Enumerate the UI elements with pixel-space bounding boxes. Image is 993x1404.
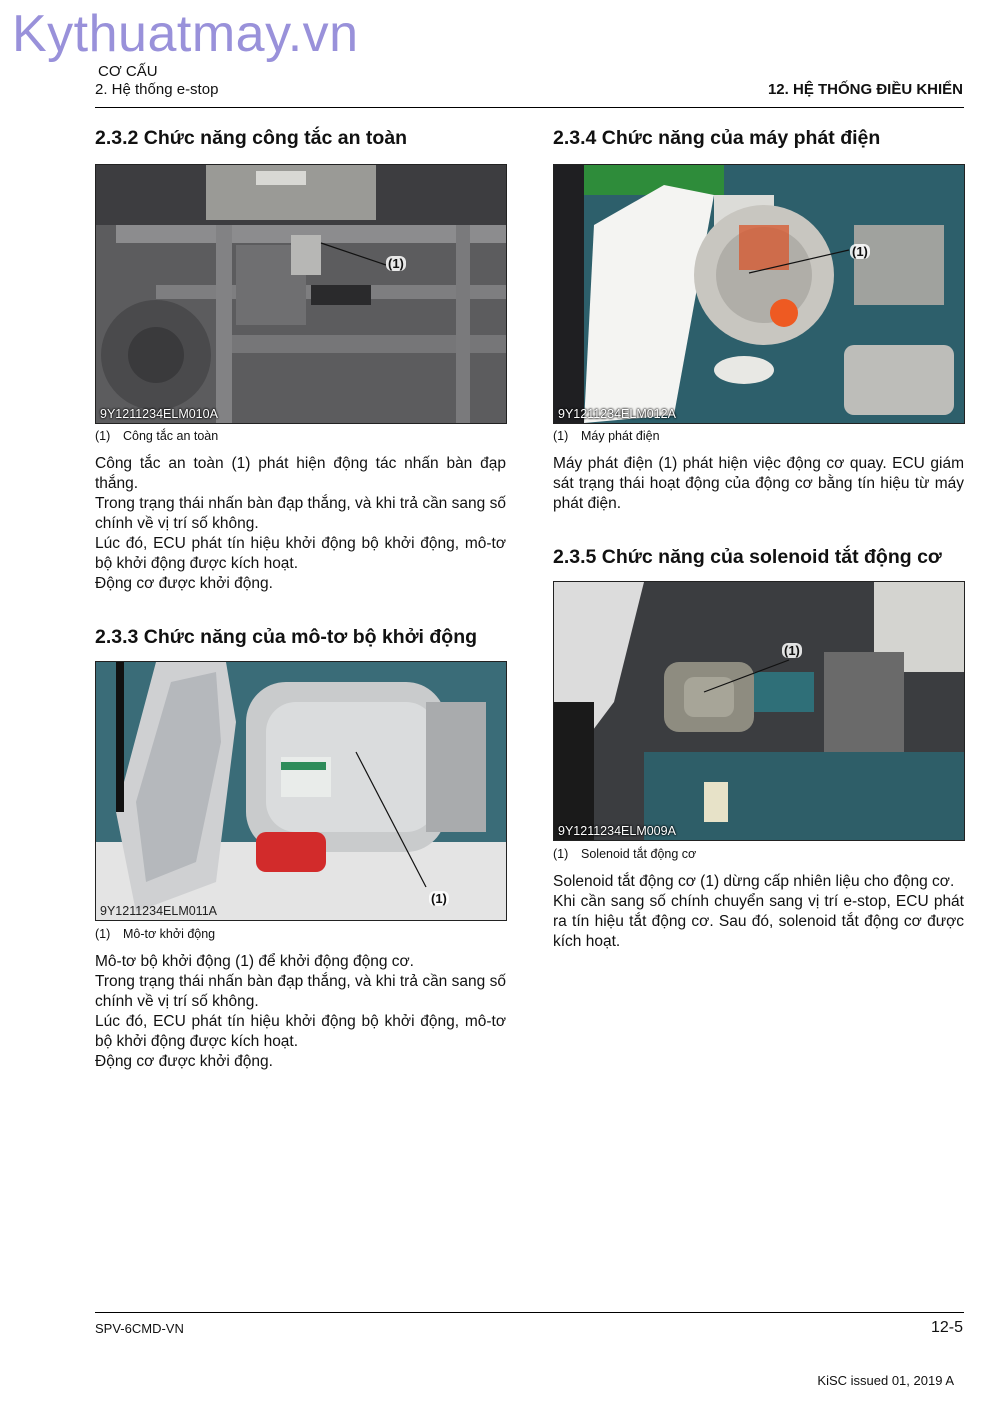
caption-number: (1): [553, 847, 569, 861]
photo-callout-1: (1): [388, 256, 404, 271]
photo-code: 9Y1211234ELM012A: [558, 407, 676, 421]
photo-safety-switch: [95, 164, 507, 424]
header-chapter: CƠ CẤU: [98, 63, 158, 80]
paragraph: Mô-tơ bộ khởi động (1) để khởi động động cơ.: [95, 953, 414, 970]
footer-issued: KiSC issued 01, 2019 A: [817, 1373, 954, 1388]
photo-alternator: [553, 164, 965, 424]
photo-callout-1: (1): [431, 891, 447, 906]
body-text-2-3-5: [553, 872, 964, 952]
caption-number: (1): [95, 927, 111, 941]
section-title-2-3-5: 2.3.5 Chức năng của solenoid tắt động cơ: [553, 546, 942, 568]
photo-callout-1: (1): [852, 244, 868, 259]
footer-rule: [95, 1312, 964, 1313]
footer-page-number: 12-5: [930, 1319, 963, 1336]
photo-shutoff-solenoid: [553, 581, 965, 841]
header-section: 2. Hệ thống e-stop: [95, 81, 219, 98]
caption-2-3-5: [553, 847, 696, 861]
photo-starter-motor: [95, 661, 507, 921]
caption-text: Mô-tơ khởi động: [123, 927, 216, 941]
paragraph: Động cơ được khởi động.: [95, 1053, 273, 1070]
header-chapter-title: 12. HỆ THỐNG ĐIỀU KHIỂN: [767, 81, 963, 98]
photo-code: 9Y1211234ELM010A: [100, 407, 218, 421]
body-text-2-3-4: [553, 454, 964, 514]
caption-2-3-2: [95, 429, 218, 443]
caption-2-3-4: [553, 429, 660, 443]
caption-number: (1): [95, 429, 111, 443]
caption-text: Công tắc an toàn: [123, 429, 219, 443]
paragraph: Lúc đó, ECU phát tín hiệu khởi động bộ khởi động, mô-tơ bộ khởi động được kích hoạt.: [95, 1013, 506, 1050]
photo-code: 9Y1211234ELM011A: [100, 904, 217, 918]
paragraph: Trong trạng thái nhấn bàn đạp thắng, và khi trả cần sang số chính về vị trí số không.: [95, 973, 506, 1010]
section-title-2-3-3: 2.3.3 Chức năng của mô-tơ bộ khởi động: [95, 626, 478, 648]
paragraph: Động cơ được khởi động.: [95, 575, 273, 592]
footer-doc-code: SPV-6CMD-VN: [95, 1321, 184, 1336]
caption-text: Máy phát điện: [581, 429, 660, 443]
paragraph: Trong trạng thái nhấn bàn đạp thắng, và khi trả cần sang số chính về vị trí số không.: [95, 495, 506, 532]
photo-code: 9Y1211234ELM009A: [558, 824, 676, 838]
body-text-2-3-3: [95, 952, 506, 1072]
paragraph: Khi cần sang số chính chuyển sang vị trí e-stop, ECU phát ra tín hiệu tắt động cơ. Sau đó, solenoid tắt động cơ được kích hoạt.: [553, 893, 964, 950]
paragraph: Máy phát điện (1) phát hiện việc động cơ quay. ECU giám sát trạng thái hoạt động của động cơ bằng tín hiệu từ máy phát điện.: [553, 455, 964, 512]
section-title-2-3-2: 2.3.2 Chức năng công tắc an toàn: [95, 127, 408, 149]
paragraph: Solenoid tắt động cơ (1) dừng cấp nhiên liệu cho động cơ.: [553, 873, 955, 890]
section-title-2-3-4: 2.3.4 Chức năng của máy phát điện: [553, 127, 881, 149]
watermark: Kythuatmay.vn: [12, 5, 359, 63]
caption-text: Solenoid tắt động cơ: [581, 847, 697, 861]
paragraph: Công tắc an toàn (1) phát hiện động tác nhấn bàn đạp thắng.: [95, 455, 506, 492]
body-text-2-3-2: [95, 454, 506, 594]
paragraph: Lúc đó, ECU phát tín hiệu khởi động bộ khởi động, mô-tơ bộ khởi động được kích hoạt.: [95, 535, 506, 572]
photo-callout-1: (1): [784, 643, 800, 658]
caption-2-3-3: [95, 927, 215, 941]
caption-number: (1): [553, 429, 569, 443]
header-rule: [95, 107, 964, 108]
